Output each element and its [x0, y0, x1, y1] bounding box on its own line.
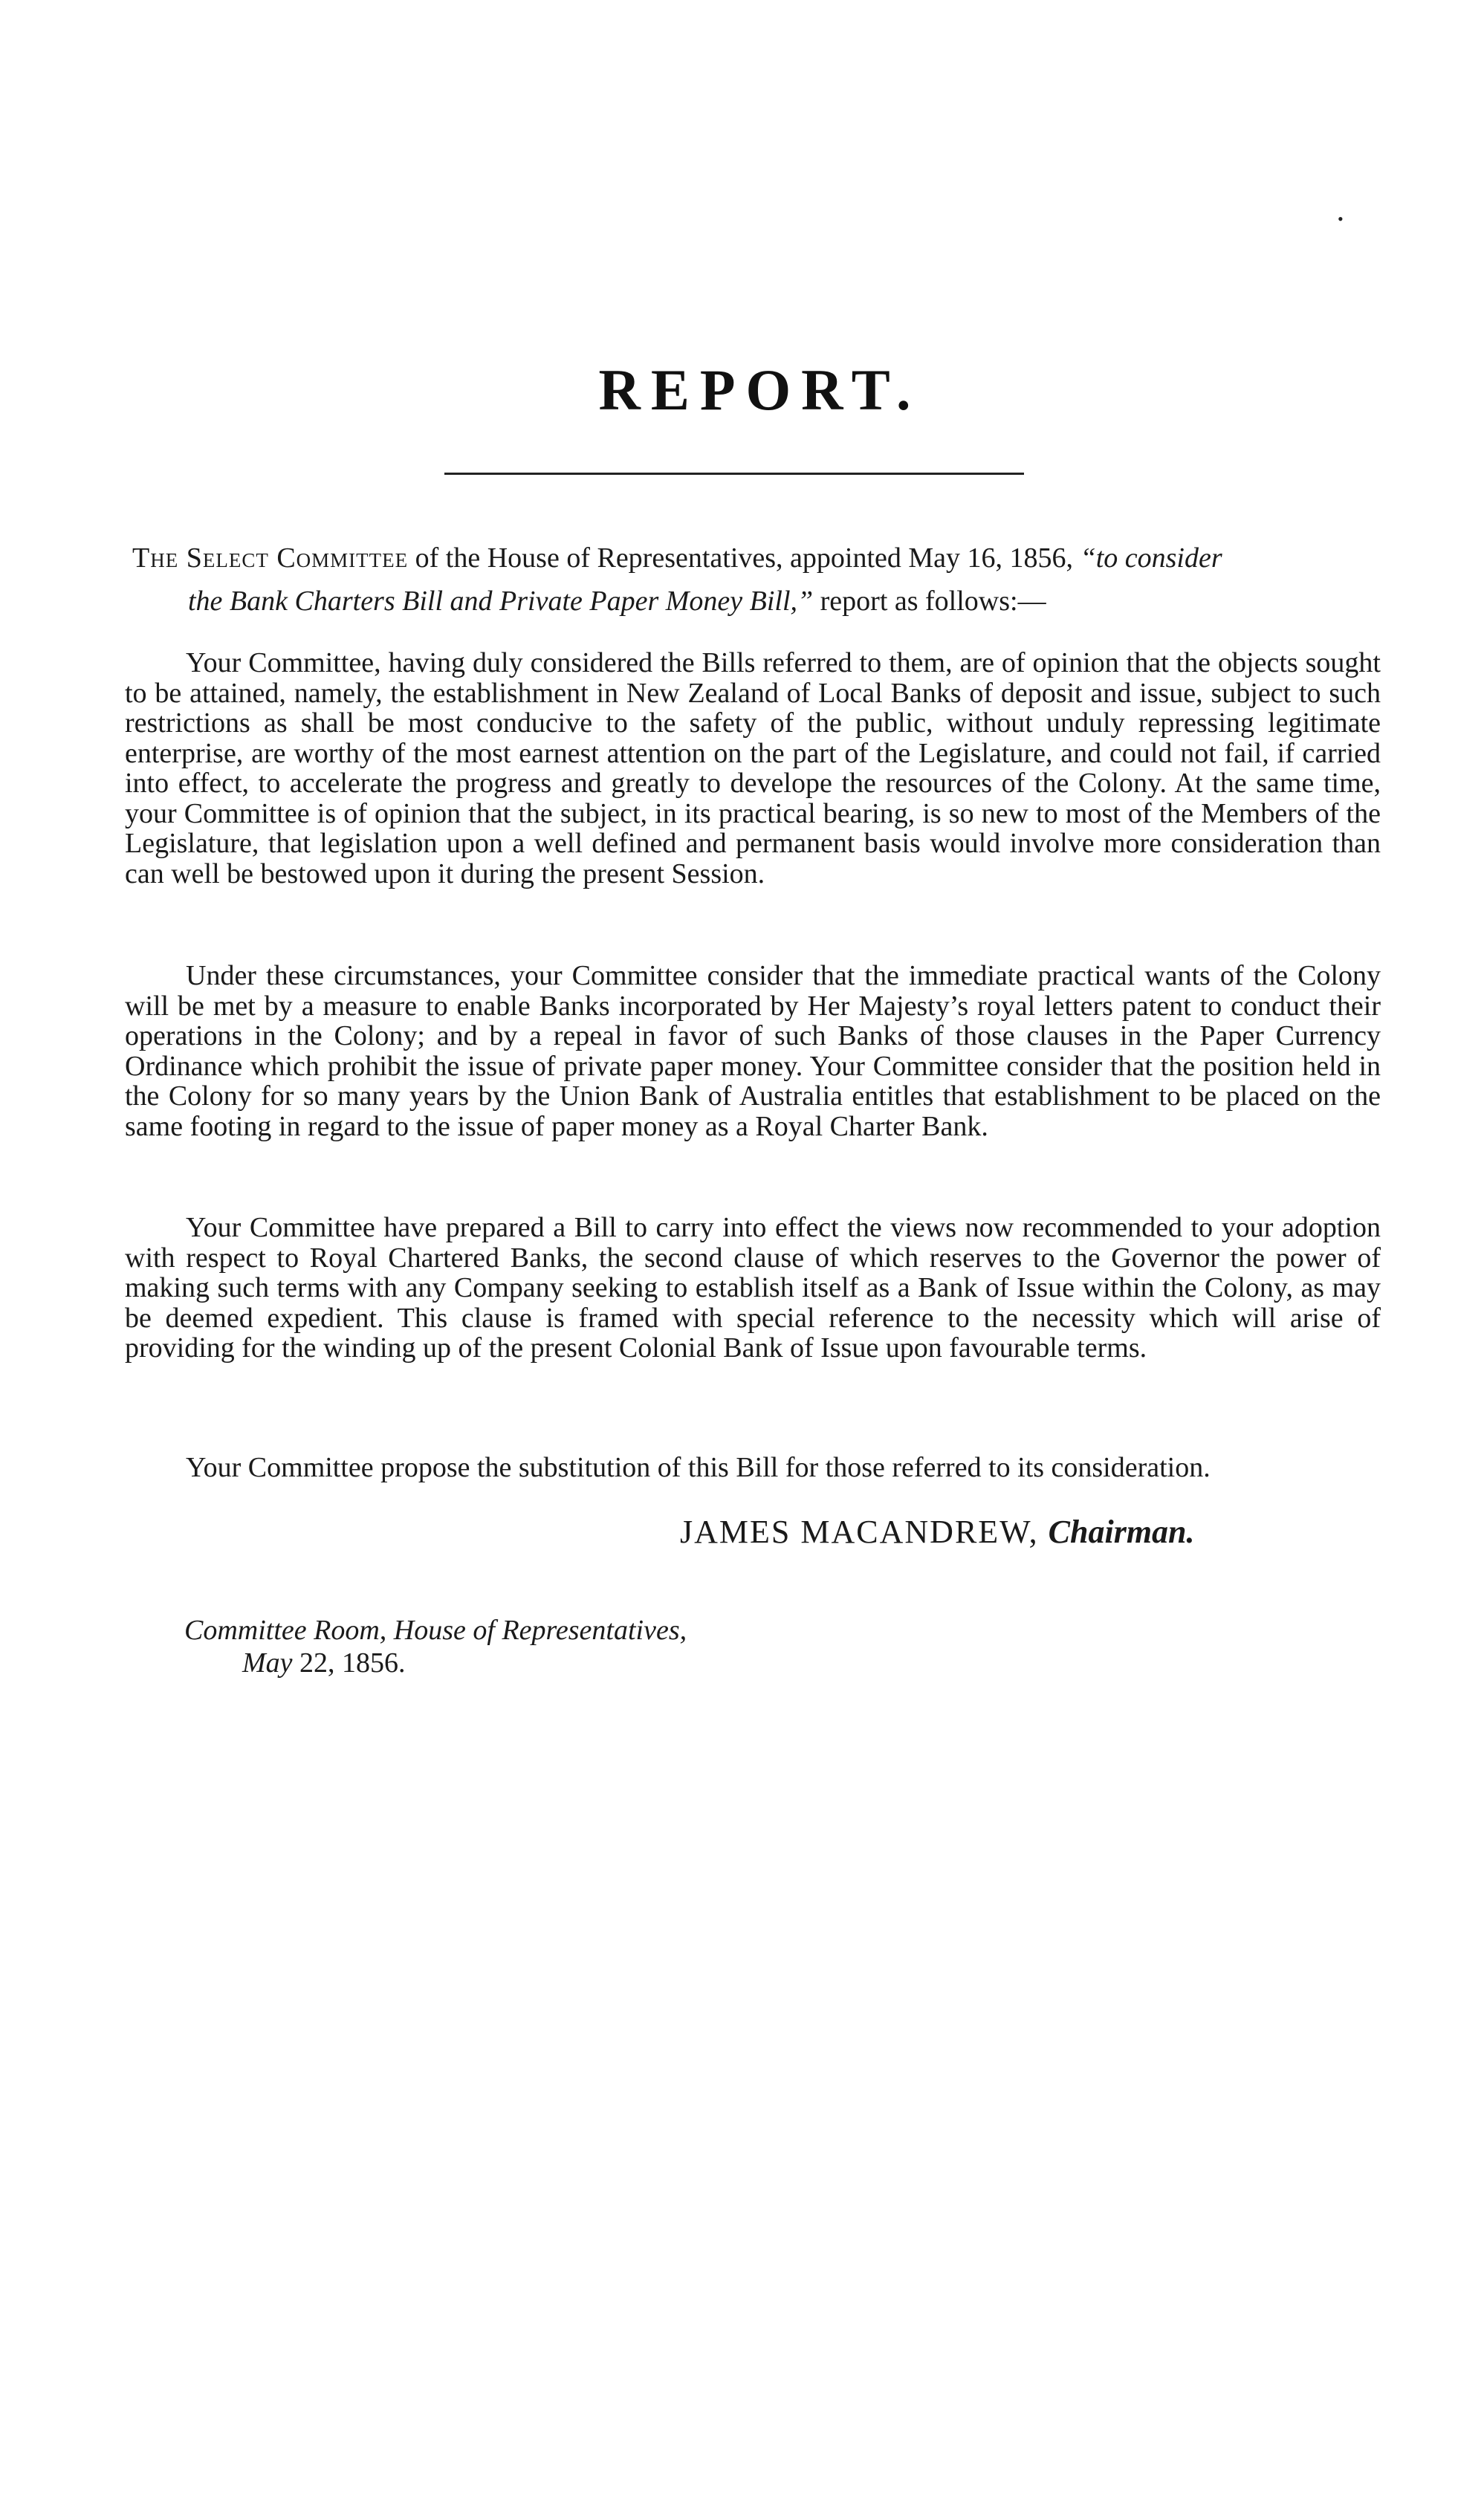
- intro-paragraph: [132, 536, 1381, 623]
- intro-text-part2: report as follows:—: [813, 586, 1046, 617]
- committee-name: The Select Committee: [132, 542, 409, 574]
- date-month: May: [242, 1647, 293, 1679]
- print-speck-mark: •: [1338, 210, 1344, 228]
- place-line: Committee Room, House of Representatives,: [184, 1615, 687, 1646]
- body-paragraph-1: Your Committee, having duly considered the Bills referred to them, are of opinion that the objects sought to be attained, namely, the establishment in New Zealand of Local Banks of deposit and issue, subject to such restrictions as shall be most conducive to the safety of the public, without unduly repressing legitimate enterprise, are worthy of the most earnest attention on the part of the Legislature, and could not fail, if carried into effect, to accelerate the progress and greatly to develope the resources of the Colony. At the same time, your Committee is of opinion that the subject, in its practical bearing, is so new to most of the Members of the Legislature, that legislation upon a well defined and permanent basis would involve more consideration than can well be bestowed upon it during the present Session.: [125, 647, 1381, 889]
- date-line: [184, 1647, 687, 1679]
- signature-role: Chairman.: [1048, 1514, 1195, 1550]
- title-divider-rule: [444, 473, 1024, 475]
- intro-second-line: [132, 580, 1381, 623]
- date-rest: 22, 1856.: [299, 1647, 406, 1679]
- body-paragraph-4: Your Committee propose the substitution of this Bill for those referred to its consideration.: [186, 1452, 1211, 1483]
- report-title: REPORT.: [598, 357, 921, 422]
- body-paragraph-3: Your Committee have prepared a Bill to carry into effect the views now recommended to your adoption with respect to Royal Chartered Banks, the second clause of which reserves to the Governor the power of making such terms with any Company seeking to establish itself as a Bank of Issue within the Colony, as may be deemed expedient. This clause is framed with special reference to the necessity which will arise of providing for the winding up of the present Colonial Bank of Issue upon favourable terms.: [125, 1212, 1381, 1364]
- intro-text-part1: of the House of Representatives, appointed May 16, 1856,: [408, 542, 1080, 574]
- signature-name: JAMES MACANDREW,: [680, 1514, 1039, 1550]
- intro-first-line: [132, 536, 1381, 580]
- chairman-signature: [680, 1510, 1195, 1555]
- place-and-date: [184, 1614, 687, 1679]
- body-paragraph-2: Under these circumstances, your Committee consider that the immediate practical wants of the Colony will be met by a measure to enable Banks incorporated by Her Majesty’s royal letters patent to conduct their operations in the Colony; and by a repeal in favor of such Banks of those clauses in the Paper Currency Ordinance which prohibit the issue of private paper money. Your Committee consider that the position held in the Colony for so many years by the Union Bank of Australia entitles that establishment to be placed on the same footing in regard to the issue of paper money as a Royal Charter Bank.: [125, 960, 1381, 1142]
- intro-quote-part1: “to consider: [1080, 542, 1222, 574]
- intro-quote-part2: the Bank Charters Bill and Private Paper Money Bill,”: [188, 586, 814, 617]
